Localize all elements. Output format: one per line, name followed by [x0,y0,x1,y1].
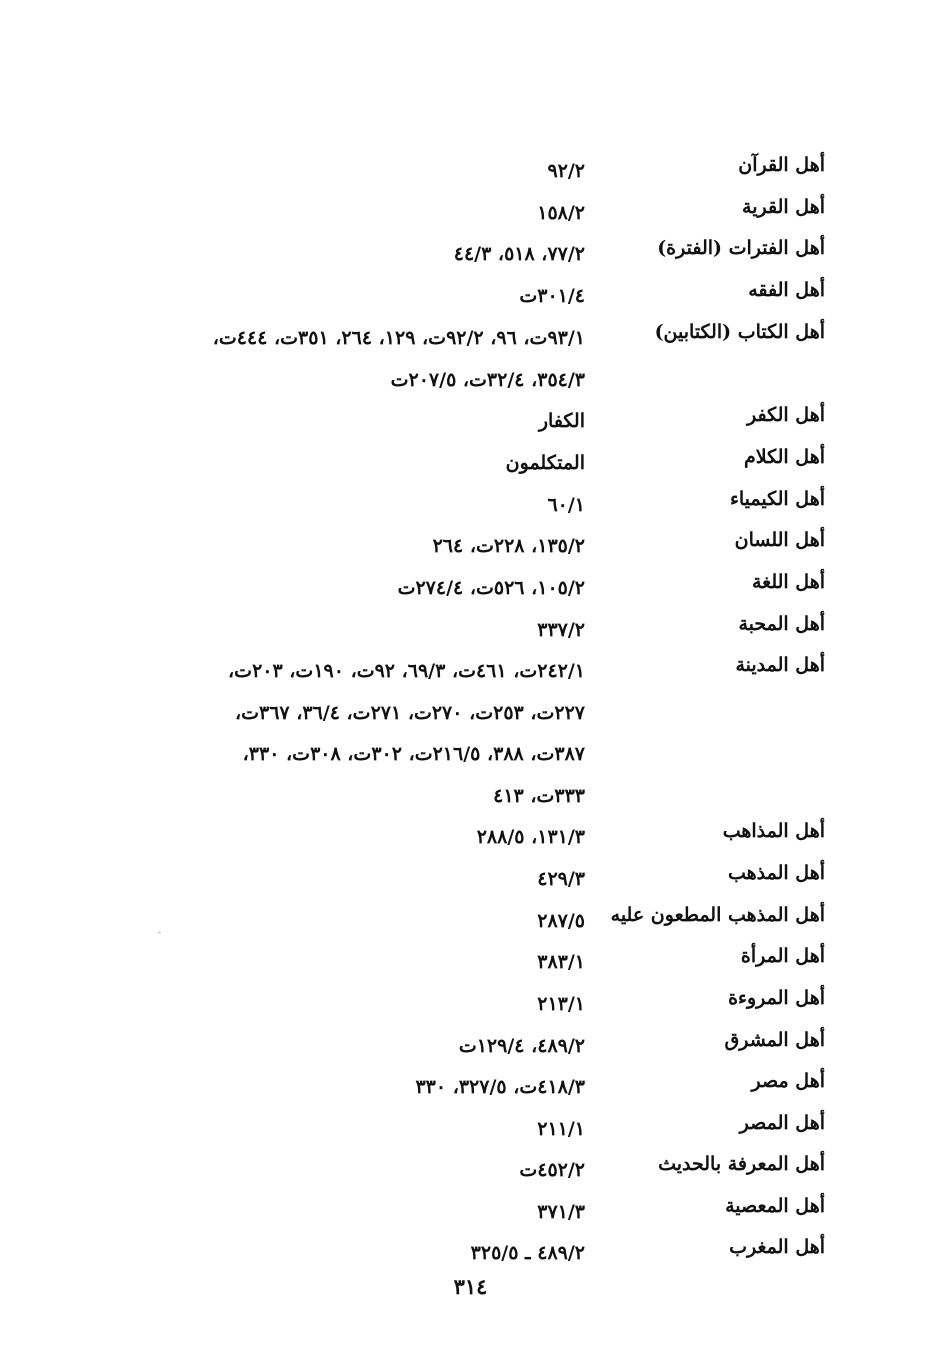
reference-line: ٤٨٩/٢، ١٢٩/٤ت [458,1035,585,1057]
index-term: أهل المعرفة بالحديث [658,1153,825,1175]
reference-line: ٣٧١/٣ [537,1201,585,1223]
index-references [115,942,585,984]
index-references [115,318,585,401]
index-references [115,485,585,527]
index-term: أهل المذاهب [722,820,825,842]
index-term: أهل المذهب [727,862,825,884]
reference-line: ٧٧/٢، ٥١٨، ٤٤/٣ [453,243,585,265]
index-term: أهل الكيمياء [729,488,825,510]
reference-line: ٢١٣/١ [537,993,585,1015]
index-references [115,1192,585,1234]
reference-line: المتكلمون [505,452,585,474]
index-references [115,984,585,1026]
index-term: أهل الكفر [747,404,825,426]
index-references [115,526,585,568]
index-term: أهل اللسان [734,529,825,551]
reference-line: ١٣١/٣، ٢٨٨/٥ [476,826,585,848]
index-references [115,276,585,318]
index-references [115,568,585,610]
index-term: أهل المعصية [725,1195,825,1217]
reference-line: ٢٤٢/١ت، ٤٦١ت، ٦٩/٣، ٩٢ت، ١٩٠ت، ٢٠٣ت، [228,660,585,682]
index-references [115,234,585,276]
reference-line: ١٥٨/٢ [537,202,585,224]
index-term: أهل مصر [751,1070,825,1092]
index-references [115,1026,585,1068]
index-references [115,401,585,443]
index-term: أهل المحبة [738,613,825,635]
reference-line: ٣٥٤/٣، ٣٢/٤ت، ٢٠٧/٥ت [390,368,585,391]
index-references [115,1150,585,1192]
index-term: أهل اللغة [751,571,825,593]
index-term: أهل الفقه [748,279,825,301]
page-number: ٣١٤ [453,1274,488,1299]
reference-line: ١٠٥/٢، ٥٢٦ت، ٢٧٤/٤ت [397,577,585,599]
reference-line: ٢١١/١ [537,1118,585,1140]
index-term: أهل المرأة [740,945,825,967]
reference-line: ٣٠١/٤ت [519,285,585,307]
index-references [115,651,585,818]
index-term: أهل القرية [742,196,825,218]
index-term: أهل المغرب [729,1236,825,1258]
index-term: أهل الفترات (الفترة) [657,237,825,259]
index-references [115,1233,585,1275]
scan-speck [158,932,161,933]
index-references [115,151,585,193]
index-term: أهل المصر [739,1112,825,1134]
index-term: أهل المشرق [724,1029,825,1051]
reference-line: ١٣٥/٢، ٢٢٨ت، ٢٦٤ [432,535,585,557]
index-term: أهل المدينة [735,654,825,676]
index-references [115,610,585,652]
index-term: أهل الكلام [744,446,825,468]
index-references [115,859,585,901]
reference-line: ٣٨٧ت، ٣٨٨، ٢١٦/٥ت، ٣٠٢ت، ٣٠٨ت، ٣٣٠، [242,743,585,766]
index-references [115,1067,585,1109]
reference-line: الكفار [538,410,585,432]
index-references [115,1109,585,1151]
index-term: أهل الكتاب (الكتابين) [654,321,825,343]
reference-line: ٦٠/١ [547,494,585,516]
reference-line: ٣٨٣/١ [537,951,585,973]
index-term: أهل المروءة [728,987,825,1009]
reference-line: ٣٣٧/٢ [537,619,585,641]
index-references [115,193,585,235]
index-references [115,443,585,485]
index-term: أهل المذهب المطعون عليه [610,904,825,926]
reference-line: ٢٢٧ت، ٢٥٣ت، ٢٧٠ت، ٢٧١ت، ٣٦/٤، ٣٦٧ت، [234,701,585,724]
reference-line: ٤٥٢/٢ت [519,1159,585,1181]
reference-line: ٤٢٩/٣ [537,868,585,890]
index-references [115,817,585,859]
reference-line: ٩٢/٢ [547,160,585,182]
index-references [115,901,585,943]
index-term: أهل القرآن [738,154,825,176]
reference-line: ٤١٨/٣ت، ٣٢٧/٥، ٣٣٠ [415,1076,585,1098]
reference-line: ٢٨٧/٥ [537,910,585,932]
reference-line: ٩٣/١ت، ٩٦، ٩٢/٢ت، ١٢٩، ٢٦٤، ٣٥١ت، ٤٤٤ت، [212,327,585,349]
reference-line: ٤٨٩/٢ ـ ٣٢٥/٥ [470,1242,585,1264]
reference-line: ٣٣٣ت، ٤١٣ [493,785,585,808]
